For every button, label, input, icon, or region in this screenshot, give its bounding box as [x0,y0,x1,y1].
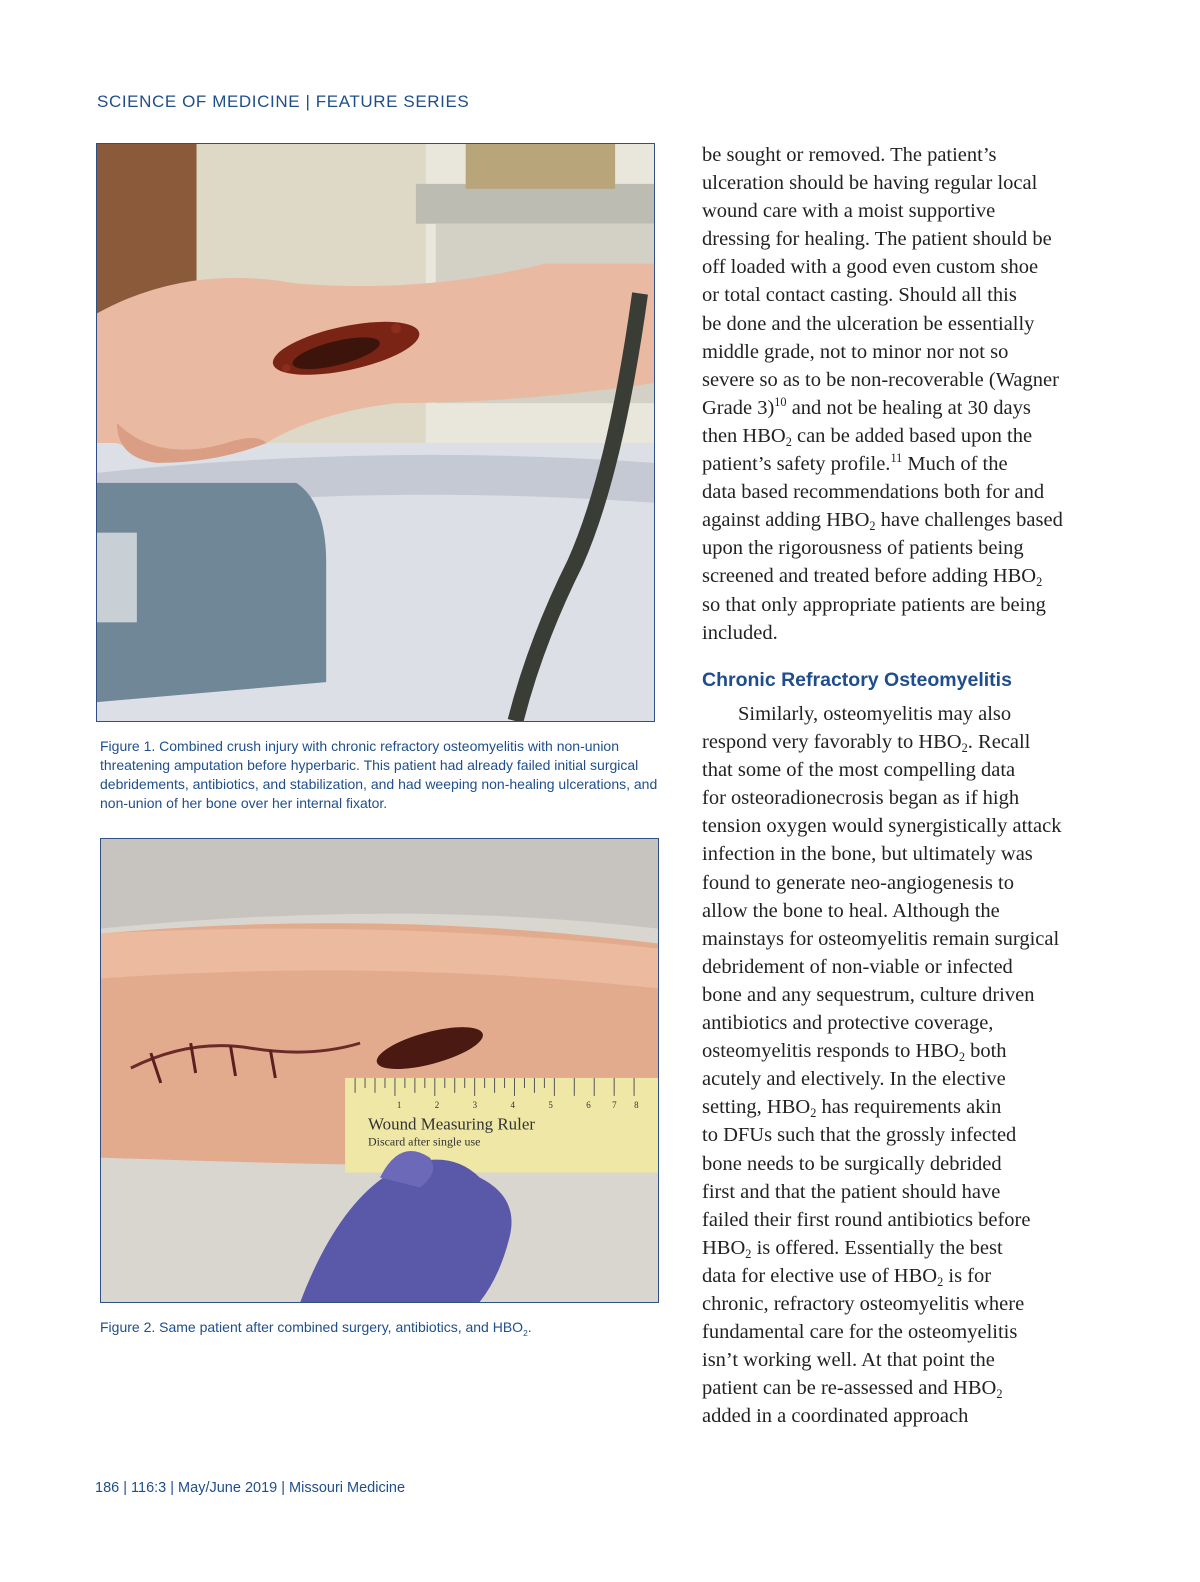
body-text-line: bone and any sequestrum, culture driven [702,983,1035,1006]
body-text-line: chronic, refractory osteomyelitis where [702,1292,1025,1315]
subscript: 2 [869,519,876,534]
body-text-line: dressing for healing. The patient should be [702,228,1052,251]
body-text-line: off loaded with a good even custom shoe [702,256,1039,279]
body-text-line: data based recommendations both for and [702,481,1045,504]
body-text-line: $HBO_2$ is offered. Essentially the best [702,1236,1003,1261]
body-text-line: first and that the patient should have [702,1180,1001,1203]
subscript: 2 [810,1106,817,1121]
body-text-line: mainstays for osteomyelitis remain surgical [702,927,1060,950]
ruler-title: Wound Measuring Ruler [368,1114,535,1134]
running-header: SCIENCE OF MEDICINE | FEATURE SERIES [97,92,470,111]
body-text-line: allow the bone to heal. Although the [702,899,1000,922]
ruler-tick-label: 8 [634,1099,639,1110]
ruler-tick-label: 7 [612,1099,617,1110]
figure-1-photo [96,143,655,722]
subscript: 2 [1036,575,1043,590]
subscript: 2 [745,1246,752,1261]
body-text-line: or total contact casting. Should all this [702,284,1017,307]
body-text-line: debridement of non-viable or infected [702,955,1013,978]
body-text-line: acutely and electively. In the elective [702,1068,1006,1091]
body-text-line: added in a coordinated approach [702,1405,969,1428]
ruler-tick-label: 2 [434,1099,440,1110]
citation-superscript: 10 [774,394,787,409]
healed-leg-image [101,839,658,1302]
body-text-line: isn’t working well. At that point the [702,1349,995,1372]
body-text-line: ulceration should be having regular local [702,172,1038,195]
body-text-line: data for elective use of $HBO_2$ is for [702,1264,992,1289]
body-text-line: so that only appropriate patients are being [702,593,1046,616]
body-text-line: antibiotics and protective coverage, [702,1012,994,1035]
body-text-line: respond very favorably to $HBO_2$. Recall [702,731,1031,756]
figure-2-caption-text: Figure 2. Same patient after combined surgery, antibiotics, and HBO [100,1319,524,1335]
ruler-tick-label: 4 [510,1099,516,1110]
body-text-line: Grade 3)$^{10}$ and not be healing at 30 days [702,394,1031,419]
body-text-line: found to generate neo-angiogenesis to [702,871,1014,894]
body-text-line: middle grade, not to minor nor not so [702,340,1009,363]
subscript: 2 [785,434,792,449]
leg-injury-image [97,144,654,721]
body-text-line: setting, $HBO_2$ has requirements akin [702,1096,1002,1121]
ruler-tick-label: 1 [396,1099,402,1110]
body-text-line: screened and treated before adding $HBO_2$ [702,565,1043,590]
body-text-line: osteomyelitis responds to $HBO_2$ both [702,1040,1007,1065]
ruler-subtitle: Discard after single use [368,1134,481,1149]
subscript: 2 [996,1387,1003,1402]
body-text-line: be done and the ulceration be essentially [702,312,1035,335]
ruler-tick-label: 5 [548,1099,553,1110]
body-text-line: included. [702,621,778,644]
body-text-line: against adding $HBO_2$ have challenges based [702,509,1063,534]
body-text-line: failed their first round antibiotics before [702,1208,1031,1231]
body-text-line: tension oxygen would synergistically attack [702,815,1062,838]
section-heading: Chronic Refractory Osteomyelitis [702,669,1012,691]
page-footer: 186 | 116:3 | May/June 2019 | Missouri Medicine [95,1480,406,1496]
ruler-tick-label: 6 [586,1099,591,1110]
body-text-line: then $HBO_2$ can be added based upon the [702,424,1033,449]
body-text-line: to DFUs such that the grossly infected [702,1124,1017,1147]
body-text-line: infection in the bone, but ultimately was [702,843,1033,866]
body-text-line: for osteoradionecrosis began as if high [702,787,1020,810]
figure-2-caption [100,1318,660,1337]
figure-2-caption-subscript: 2 [523,1328,528,1338]
subscript: 2 [961,741,968,756]
body-text-line: fundamental care for the osteomyelitis [702,1321,1018,1344]
body-text-column-top [702,141,1074,647]
body-text-line: be sought or removed. The patient’s [702,144,997,166]
body-text-line: patient’s safety profile.$^{11}$ Much of the [702,451,1008,476]
body-text-line: that some of the most compelling data [702,759,1016,782]
body-text-column-bottom [702,700,1074,1430]
figure-2-caption-period: . [527,1319,532,1335]
body-text-line: Similarly, osteomyelitis may also [738,703,1012,725]
figure-2-photo [100,838,659,1303]
subscript: 2 [937,1274,944,1289]
body-text-line: severe so as to be non-recoverable (Wagner [702,368,1059,391]
body-text-line: patient can be re-assessed and $HBO_2$ [702,1377,1003,1402]
figure-1-caption: Figure 1. Combined crush injury with chronic refractory osteomyelitis with non-union threatening amputation before hyperbaric. This patient had already failed initial surgical debridements, antibiotics, and stabilization, and had weeping non-healing ulcerations, and non-union of her bone over her internal fixator. [100,738,658,811]
ruler-tick-label: 3 [472,1099,478,1110]
body-text-line: upon the rigorousness of patients being [702,537,1024,560]
citation-superscript: 11 [890,451,903,466]
subscript: 2 [958,1050,965,1065]
body-text-line: wound care with a moist supportive [702,200,996,223]
body-text-line: bone needs to be surgically debrided [702,1152,1002,1175]
